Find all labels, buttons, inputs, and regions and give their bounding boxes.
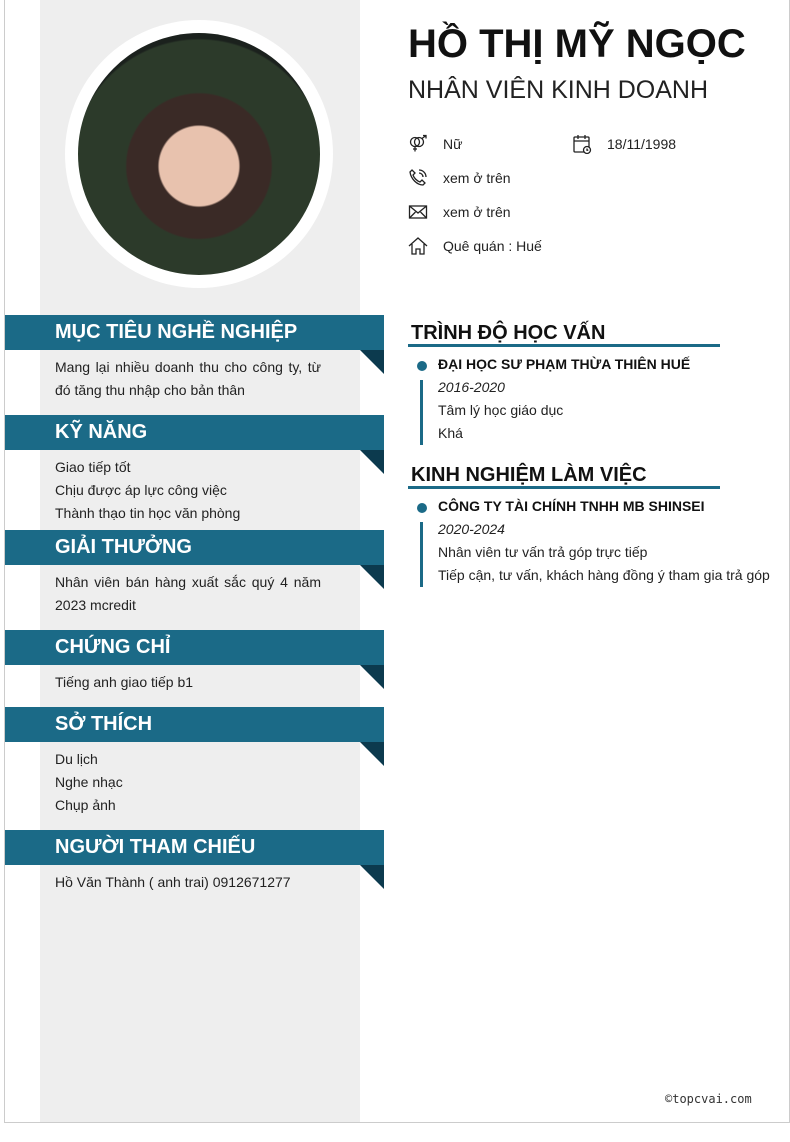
gender-row: [408, 134, 462, 154]
phone-value: xem ở trên: [443, 170, 511, 186]
profile-photo: [65, 20, 333, 288]
text-line: Khá: [438, 425, 463, 441]
section-hobbies: [5, 707, 384, 817]
section-references: [5, 830, 384, 894]
gender-value: Nữ: [443, 136, 463, 152]
section-awards: [5, 530, 384, 617]
birthday-value: 18/11/1998: [607, 136, 677, 152]
email-value: xem ở trên: [443, 204, 511, 220]
hometown-row: [408, 236, 542, 256]
phone-icon: [408, 168, 428, 188]
date-range: 2020-2024: [438, 521, 505, 537]
text-line: Nhân viên bán hàng xuất sắc quý 4 năm 2023 mcredit: [55, 574, 321, 613]
text-line: Chụp ảnh: [55, 797, 116, 813]
section-education: [408, 320, 720, 445]
section-experience: [408, 462, 770, 587]
section-skills: [5, 415, 384, 525]
home-icon: [408, 236, 428, 256]
job-title: NHÂN VIÊN KINH DOANH: [408, 76, 709, 104]
text-line: Nhân viên tư vấn trả góp trực tiếp: [438, 544, 648, 560]
text-line: Tiếp cận, tư vấn, khách hàng đồng ý tham gia trả góp: [438, 567, 770, 583]
section-title: CHỨNG CHỈ: [5, 630, 384, 665]
experience-item: [408, 495, 788, 587]
section-title: GIẢI THƯỞNG: [5, 530, 384, 565]
text-line: Thành thạo tin học văn phòng: [55, 505, 241, 521]
email-icon: [408, 202, 428, 222]
text-line: Hồ Văn Thành ( anh trai) 0912671277: [55, 874, 291, 890]
gender-icon: [408, 134, 428, 154]
email-row: [408, 202, 511, 222]
education-item: [408, 353, 788, 445]
phone-row: [408, 168, 511, 188]
section-title: SỞ THÍCH: [5, 707, 384, 742]
school-name: ĐẠI HỌC SƯ PHẠM THỪA THIÊN HUẾ: [438, 356, 691, 372]
text-line: Chịu được áp lực công việc: [55, 482, 227, 498]
candidate-name: HỒ THỊ MỸ NGỌC: [408, 22, 746, 66]
section-career-goal: [5, 315, 384, 402]
text-line: Tiếng anh giao tiếp b1: [55, 674, 194, 690]
section-title: NGƯỜI THAM CHIẾU: [5, 830, 384, 865]
birthday-row: [572, 134, 676, 154]
section-certificates: [5, 630, 384, 694]
section-title: MỤC TIÊU NGHỀ NGHIỆP: [5, 315, 384, 350]
date-range: 2016-2020: [438, 379, 505, 395]
text-line: Mang lại nhiều doanh thu cho công ty, từ đó tăng thu nhập cho bản thân: [55, 359, 321, 398]
calendar-icon: [572, 134, 592, 154]
section-title: KINH NGHIỆM LÀM VIỆC: [408, 462, 720, 489]
text-line: Giao tiếp tốt: [55, 459, 131, 475]
text-line: Du lịch: [55, 751, 98, 767]
company-name: CÔNG TY TÀI CHÍNH TNHH MB SHINSEI: [438, 498, 705, 514]
hometown-value: Quê quán : Huế: [443, 238, 542, 254]
section-title: TRÌNH ĐỘ HỌC VẤN: [408, 320, 720, 347]
text-line: Tâm lý học giáo dục: [438, 402, 564, 418]
watermark: ©topcvai.com: [665, 1092, 752, 1106]
section-title: KỸ NĂNG: [5, 415, 384, 450]
text-line: Nghe nhạc: [55, 774, 123, 790]
